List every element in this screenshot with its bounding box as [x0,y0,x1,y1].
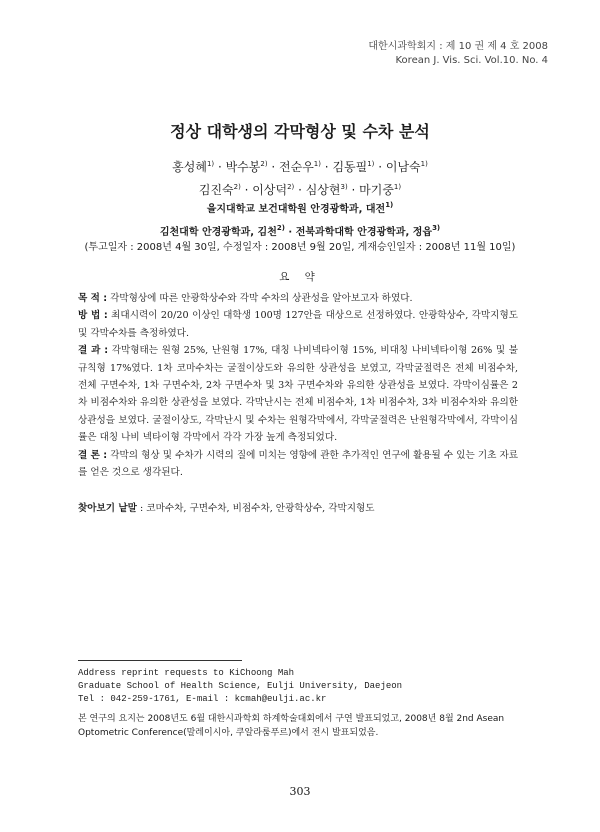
author-name: 이남숙 [385,160,421,174]
author-affiliation-mark: 1) [206,160,215,168]
affiliation-mark: 2) [276,224,285,232]
author-separator: · [374,160,386,174]
author-affiliation-mark: 1) [393,183,402,191]
author-name: 심상현 [305,183,341,197]
affiliations [0,196,600,242]
methods-label: 방 법 : [78,310,108,322]
affiliation-text: · 전북과학대학 안경광학과, 정읍 [284,227,433,238]
submission-dates: (투고일자 : 2008년 4월 30일, 수정일자 : 2008년 9월 20일, 게재승인일자 : 2008년 11월 10일) [84,242,516,253]
abstract-heading: 요 약 [279,271,321,283]
presentation-note: 본 연구의 요지는 2008년도 6월 대한시과학회 하계학술대회에서 구연 발표되었고, 2008년 8월 2nd Asean Optometric Conference(말레이시아, 쿠알라룸푸르)에서 전시 발표되었음. [78,714,505,738]
affiliation-text: 김천대학 안경광학과, 김천 [159,227,277,238]
author-affiliation-mark: 2) [260,160,268,168]
results-label: 결 과 : [78,345,109,357]
purpose-text: 각막형상에 따른 안광학상수와 각막 수차의 상관성을 알아보고자 하였다. [107,293,413,304]
correspondence-footnote [78,667,402,706]
author-line-1 [0,154,600,177]
abstract-conclusion [78,447,518,482]
affiliation-text: 을지대학교 보건대학원 안경광학과, 대전 [206,204,386,215]
abstract-results [78,342,518,446]
conclusion-text: 각막의 형상 및 수차가 시력의 질에 미치는 영향에 관한 추가적인 연구에 활용될 수 있는 기초 자료를 얻은 것으로 생각된다. [78,449,518,479]
author-name: 이상덕 [252,183,288,197]
author-list [0,154,600,200]
author-affiliation-mark: 1) [420,160,428,168]
journal-header [368,40,548,68]
author-separator: · [347,183,360,197]
author-name: 전순우 [279,160,314,174]
author-separator: · [294,183,306,197]
author-name: 박수봉 [225,160,261,174]
conclusion-label: 결 론 : [78,449,108,461]
footnote-divider [78,660,242,661]
journal-name-korean: 대한시과학회지 : 제 10 권 제 4 호 2008 [368,41,548,52]
affiliation-1 [0,196,600,219]
author-affiliation-mark: 1) [367,160,375,168]
author-affiliation-mark: 1) [313,160,321,168]
author-affiliation-mark: 3) [340,183,348,191]
abstract-purpose [78,290,518,307]
purpose-label: 목 적 : [78,293,108,304]
abstract-body [78,290,518,481]
page-number: 303 [289,785,311,798]
journal-name-english: Korean J. Vis. Sci. Vol.10. No. 4 [395,55,548,66]
author-affiliation-mark: 2) [233,183,241,191]
author-separator: · [320,160,333,174]
keywords-label: 찾아보기 낱말 [78,503,137,514]
author-name: 김진숙 [198,183,234,197]
keywords-colon: : [136,503,147,514]
author-name: 마기중 [359,183,394,197]
author-separator: · [214,160,226,174]
keywords [78,500,518,514]
methods-text: 최대시력이 20/20 이상인 대학생 100명 127안을 대상으로 선정하였다. 안광학상수, 각막지형도 및 각막수차를 측정하였다. [78,310,518,339]
author-name: 김동필 [332,160,368,174]
footnote-line: Tel : 042-259-1761, E-mail : kcmah@eulji.ac.kr [78,694,327,704]
author-separator: · [240,183,253,197]
author-affiliation-mark: 2) [287,183,295,191]
results-text: 각막형태는 원형 25%, 난원형 17%, 대칭 나비넥타이형 15%, 비대칭 나비넥타이형 26% 및 불규칙형 17%였다. 1차 코마수차는 굴절이상도와 유의한 상관성을 보였고, 각막굴절력은 전체 비점수차, 전체 구면수차, 1차 구면수차, 2차 구면수차 및 3차 구면수차와 유의한 상관성을 보였다. 각막이심률은 2차 비점수차와 유의한 상관성을 보였다. 각막난시는 전체 비점수차, 1차 비점수차, 3차 비점수차와 유의한 상관성을 보였다. 굴절이상도, 각막난시 및 수차는 원형각막에서, 각막굴절력은 난원형각막에서, 각막이심률은 대칭 나비 넥타이형 각막에서 각각 가장 높게 측정되었다. [78,345,518,444]
affiliation-mark: 3) [432,224,441,232]
paper-title: 정상 대학생의 각막형상 및 수차 분석 [170,122,430,141]
abstract-methods [78,307,518,342]
footnote-line: Graduate School of Health Science, Eulji University, Daejeon [78,681,403,691]
author-separator: · [267,160,280,174]
author-name: 홍성혜 [172,160,207,174]
footnote-line: Address reprint requests to KiChoong Mah [78,668,295,678]
keywords-text: 코마수차, 구면수차, 비점수차, 안광학상수, 각막지형도 [146,503,375,514]
affiliation-mark: 1) [385,201,394,209]
